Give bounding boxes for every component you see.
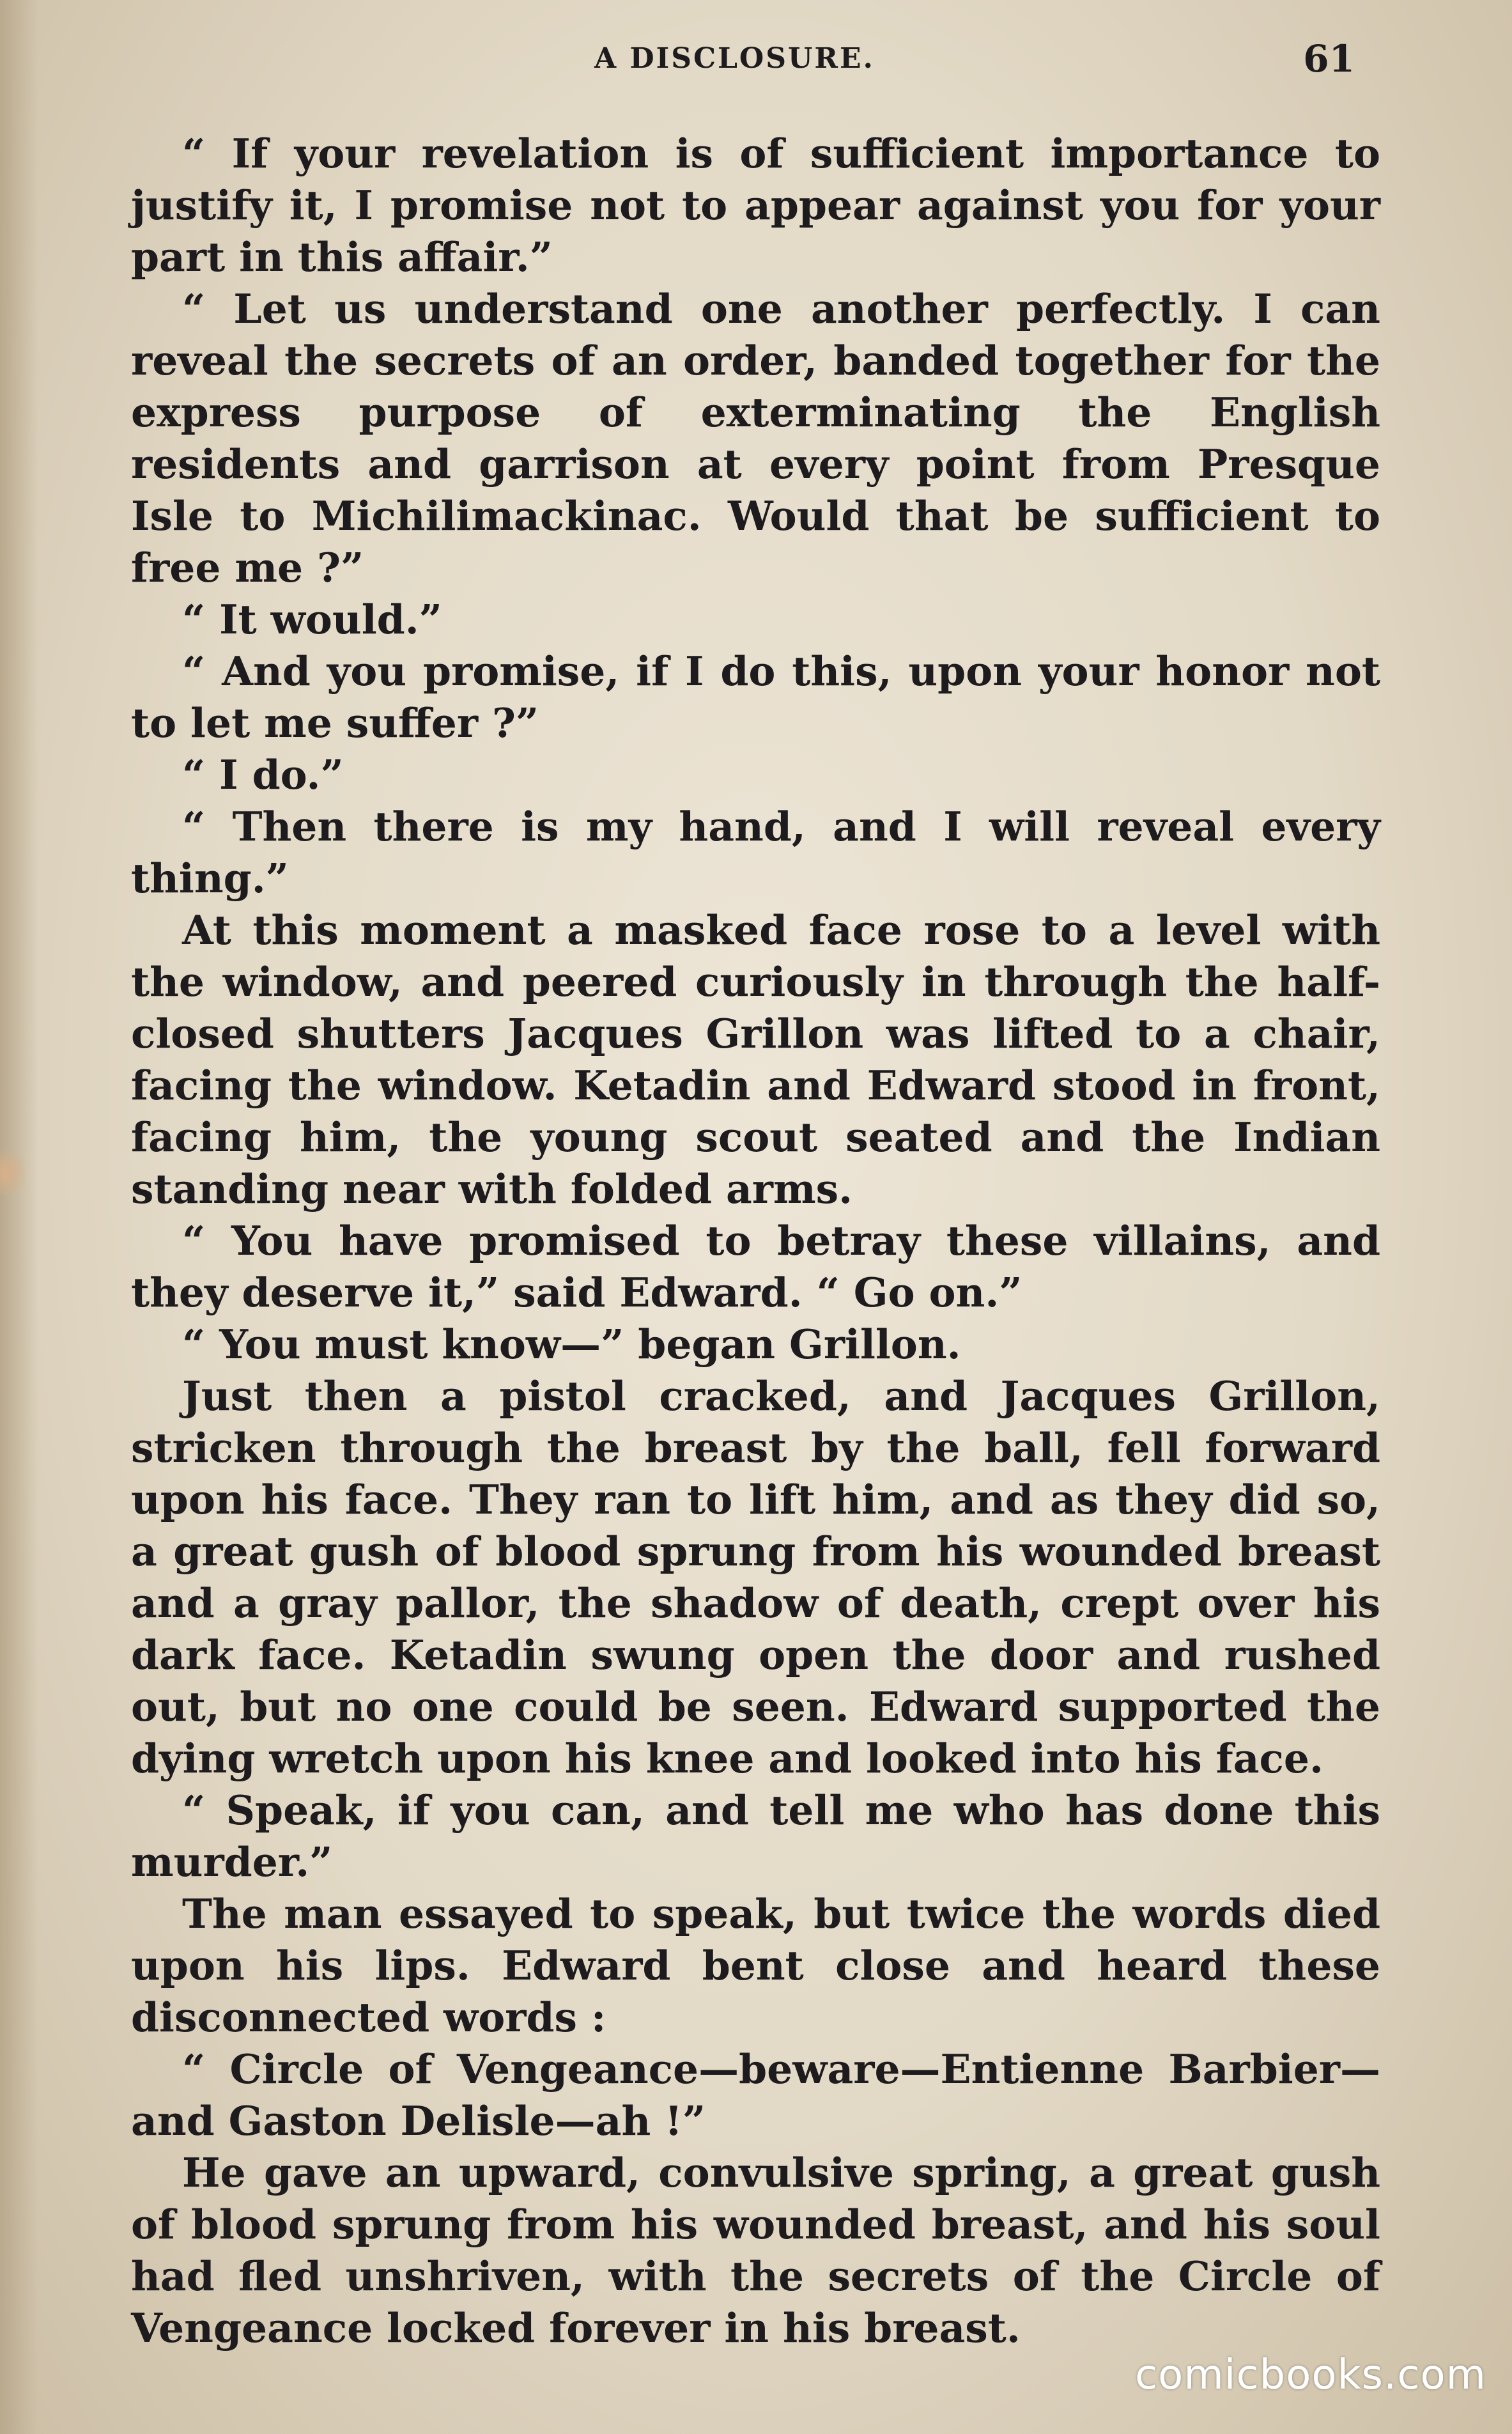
paragraph: The man essayed to speak, but twice the words died upon his lips. Edward bent close and heard these disconnected words : bbox=[131, 1890, 1380, 2041]
running-head bbox=[141, 37, 1355, 82]
paragraph: “ You must know—” began Grillon. bbox=[182, 1321, 961, 1368]
paragraph: “ And you promise, if I do this, upon your honor not to let me suffer ?” bbox=[131, 647, 1380, 747]
page-edge-shadow bbox=[0, 0, 38, 2434]
paragraph: “ Let us understand one another perfectly. I can reveal the secrets of an order, banded together for the express purpose of exterminating the English residents and garrison at every point from Presque Isle to Michilimackinac. Would that be sufficient to free me ?” bbox=[131, 285, 1380, 591]
site-watermark: comicbooks.com bbox=[1134, 2352, 1486, 2399]
paragraph: “ If your revelation is of sufficient importance to justify it, I promise not to appear against you for your part in this affair.” bbox=[131, 130, 1380, 281]
paper-stain bbox=[0, 1151, 26, 1195]
paragraph: “ It would.” bbox=[182, 596, 442, 643]
paragraph: “ You have promised to betray these villains, and they deserve it,” said Edward. “ Go on.” bbox=[131, 1217, 1380, 1316]
paragraph: “ I do.” bbox=[182, 751, 344, 798]
page-number: 61 bbox=[1303, 37, 1355, 81]
chapter-title: A DISCLOSURE. bbox=[594, 42, 875, 75]
paragraph: “ Circle of Vengeance—beware—Entienne Barbier—and Gaston Delisle—ah !” bbox=[131, 2045, 1380, 2144]
paragraph: He gave an upward, convulsive spring, a great gush of blood sprung from his wounded breast, and his soul had fled unshriven, with the secrets of the Circle of Vengeance locked forever in his breast. bbox=[131, 2149, 1380, 2352]
paragraph: “ Speak, if you can, and tell me who has done this murder.” bbox=[131, 1787, 1380, 1886]
paragraph: At this moment a masked face rose to a level with the window, and peered curiously in through the half-closed shutters Jacques Grillon was lifted to a chair, facing the window. Ketadin and Edward stood in front, facing him, the young scout seated and the Indian standing near with folded arms. bbox=[131, 906, 1380, 1213]
paragraph: “ Then there is my hand, and I will reveal every thing.” bbox=[131, 803, 1380, 902]
paragraph: Just then a pistol cracked, and Jacques Grillon, stricken through the breast by the ball, fell forward upon his face. They ran to lift him, and as they did so, a great gush of blood sprung from his wounded breast and a gray pallor, the shadow of death, crept over his dark face. Ketadin swung open the door and rushed out, but no one could be seen. Edward supported the dying wretch upon his knee and looked into his face. bbox=[131, 1372, 1380, 1782]
body-text bbox=[131, 128, 1380, 2354]
